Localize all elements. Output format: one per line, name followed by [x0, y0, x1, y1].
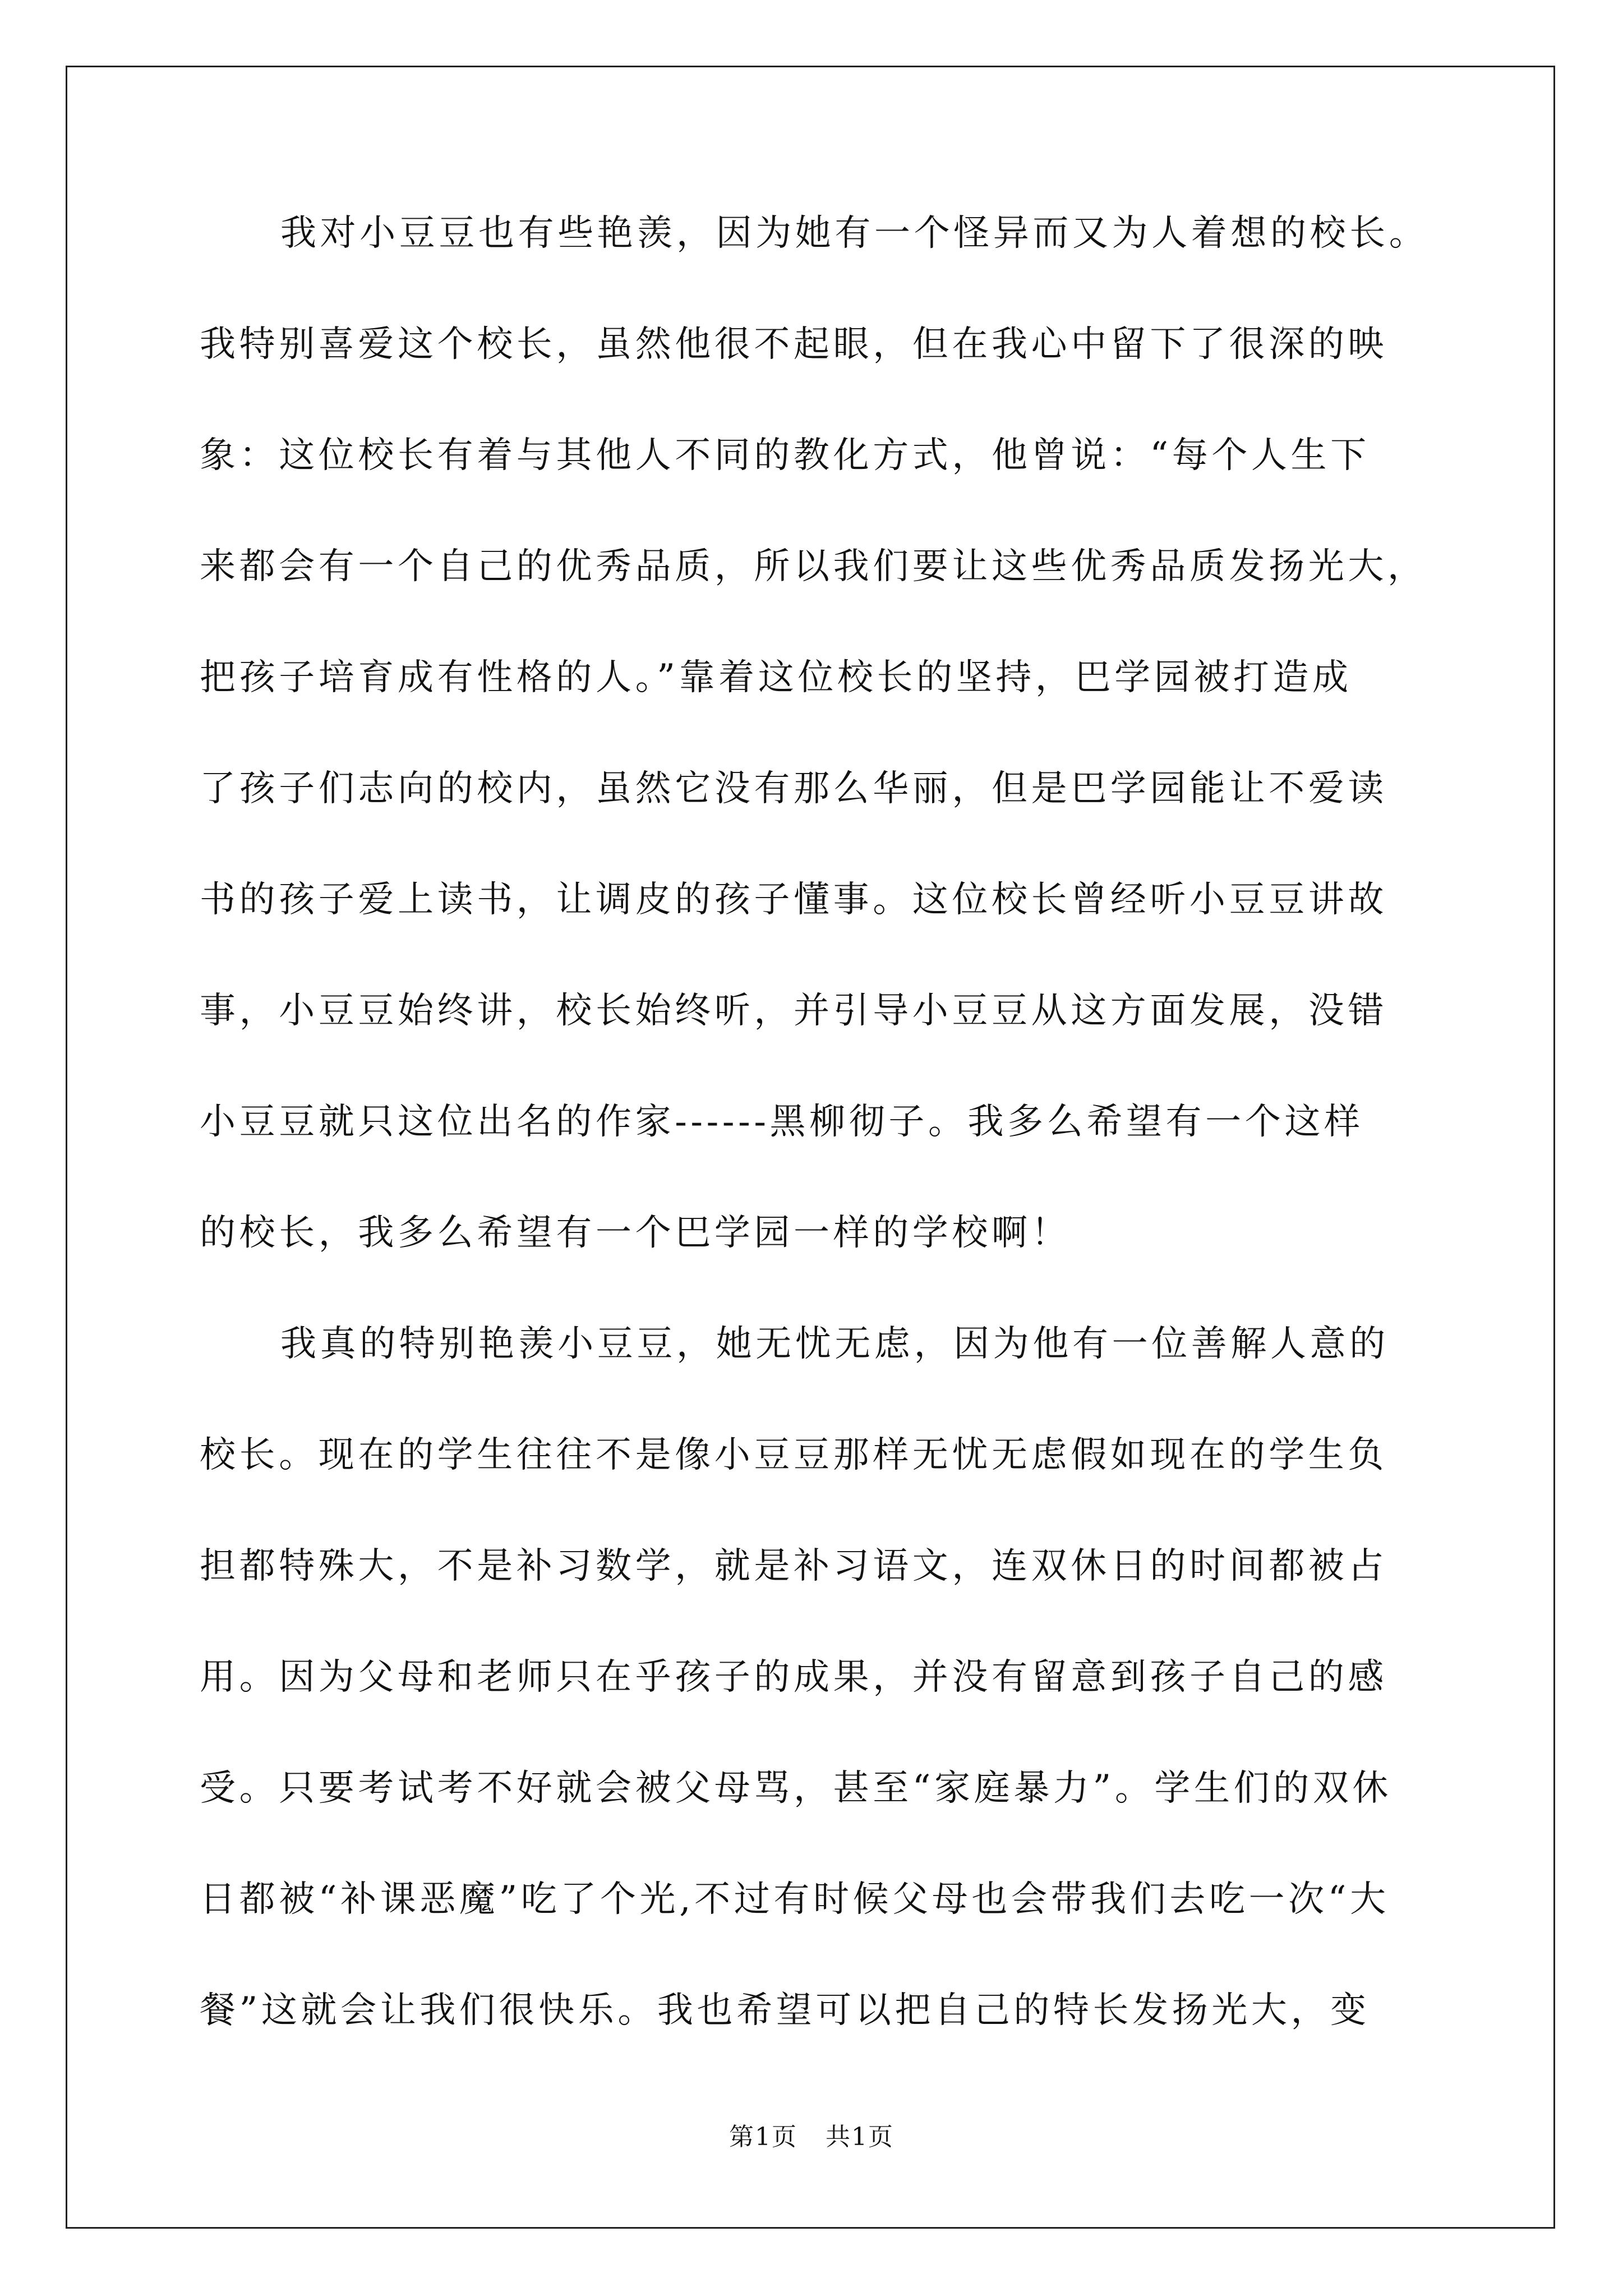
- paragraph-1-line-6: 了孩子们志向的校内，虽然它没有那么华丽，但是巴学园能让不爱读: [200, 768, 1387, 809]
- page-total: 共1页: [826, 2123, 894, 2151]
- paragraph-2-line-7: 餐”这就会让我们很快乐。我也希望可以把自己的特长发扬光大，变: [200, 1990, 1370, 2031]
- page-footer: [0, 2120, 1623, 2154]
- paragraph-1-line-10: 的校长，我多么希望有一个巴学园一样的学校啊！: [200, 1212, 1071, 1254]
- paragraph-1-line-2: 我特别喜爱这个校长，虽然他很不起眼，但在我心中留下了很深的映: [200, 324, 1387, 365]
- paragraph-1-line-3: 象：这位校长有着与其他人不同的教化方式，他曾说：“每个人生下: [200, 435, 1370, 476]
- paragraph-1-line-4: 来都会有一个自己的优秀品质，所以我们要让这些优秀品质发扬光大，: [200, 546, 1427, 587]
- paragraph-1-line-1: 我对小豆豆也有些艳羡，因为她有一个怪异而又为人着想的校长。: [280, 213, 1429, 254]
- paragraph-2-line-2: 校长。现在的学生往往不是像小豆豆那样无忧无虑假如现在的学生负: [200, 1434, 1387, 1476]
- paragraph-2-line-3: 担都特殊大，不是补习数学，就是补习语文，连双休日的时间都被占: [200, 1545, 1387, 1587]
- paragraph-1-line-7: 书的孩子爱上读书，让调皮的孩子懂事。这位校长曾经听小豆豆讲故: [200, 879, 1387, 921]
- paragraph-1-line-5: 把孩子培育成有性格的人。”靠着这位校长的坚持，巴学园被打造成: [200, 657, 1352, 698]
- paragraph-2-line-4: 用。因为父母和老师只在乎孩子的成果，并没有留意到孩子自己的感: [200, 1657, 1387, 1698]
- paragraph-2-line-1: 我真的特别艳羡小豆豆，她无忧无虑，因为他有一位善解人意的: [280, 1323, 1389, 1365]
- paragraph-2-line-6: 日都被“补课恶魔”吃了个光,不过有时候父母也会带我们去吃一次“大: [200, 1879, 1390, 1920]
- page-number: 第1页: [729, 2123, 797, 2151]
- paragraph-2-line-5: 受。只要考试考不好就会被父母骂，甚至“家庭暴力”。学生们的双休: [200, 1768, 1393, 1809]
- paragraph-1-line-8: 事，小豆豆始终讲，校长始终听，并引导小豆豆从这方面发展，没错: [200, 990, 1387, 1032]
- paragraph-1-line-9: 小豆豆就只这位出名的作家------黑柳彻子。我多么希望有一个这样: [200, 1101, 1364, 1143]
